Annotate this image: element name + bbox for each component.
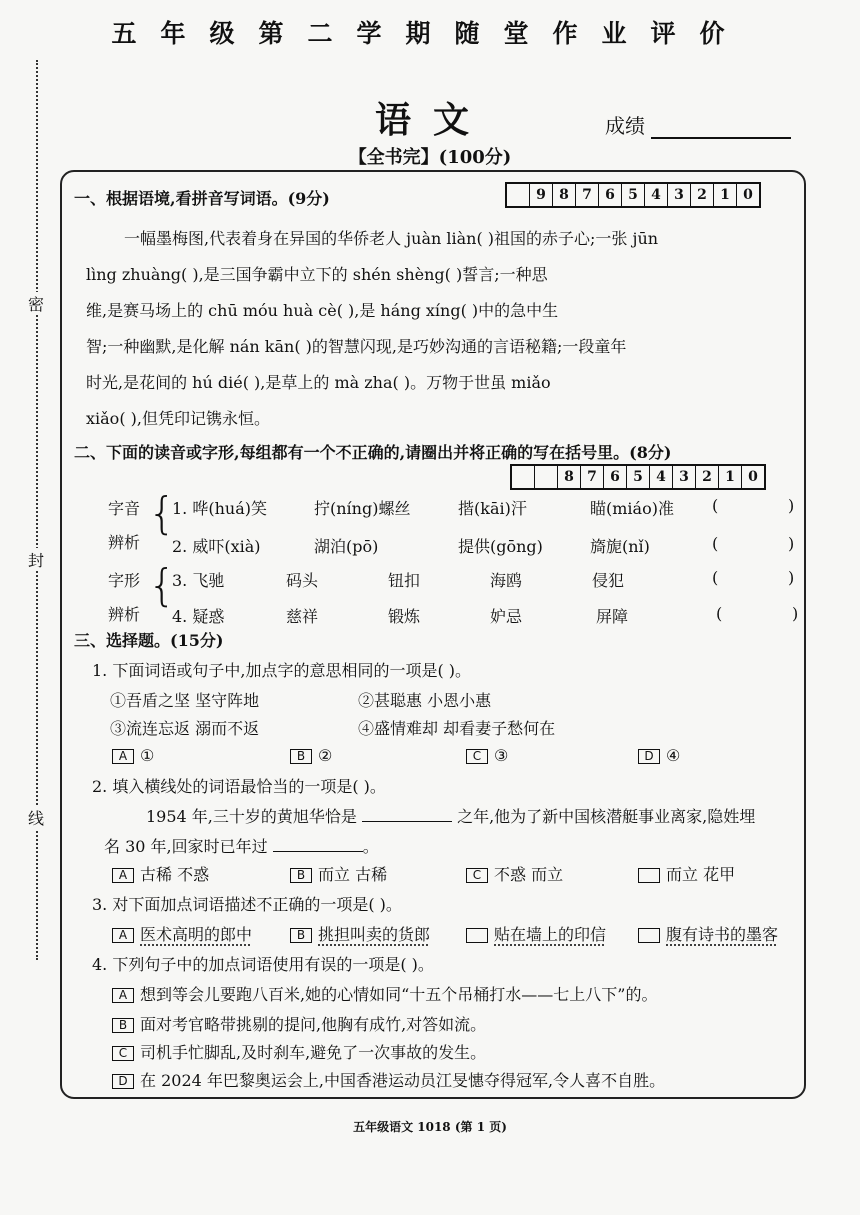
q4-option-c[interactable] [112,1040,486,1063]
option-a-letter: A [112,749,134,764]
row1-item-2: 拧(níng)螺丝 [314,499,411,518]
q3-option-a[interactable] [112,922,252,945]
row1-item-4: 瞄(miáo)准 [590,499,674,518]
page-footer: 五年级语文 1018 (第 1 页) [353,1120,507,1134]
score-cell[interactable]: 4 [649,466,672,488]
q2-option-c[interactable] [466,862,563,885]
paren-open[interactable]: ( [716,604,723,623]
score-cell[interactable]: 5 [621,184,644,206]
q1-pair-3: ③流连忘返 溺而不返 [110,719,260,738]
q3-stem: 3. 对下面加点词语描述不正确的一项是( )。 [92,895,402,914]
row4-item-2: 慈祥 [286,607,319,626]
score-cell[interactable] [512,466,534,488]
row2-item-1: 2. 威吓(xià) [172,537,261,556]
q1-option-d[interactable] [638,746,680,765]
score-cell[interactable]: 9 [529,184,552,206]
sec1-line-3: 维,是赛马场上的 chū móu huà cè( ),是 háng xíng( )中的急中生 [86,301,559,320]
row4-item-5: 屏障 [596,607,629,626]
q1-option-a[interactable] [112,746,154,765]
option-text: 医术高明的郎中 [140,925,253,944]
q4-stem: 4. 下列句子中的加点词语使用有误的一项是( )。 [92,955,434,974]
q1-option-c[interactable] [466,746,508,765]
option-text: 不惑 而立 [494,865,564,884]
q2-body-1: 1954 年,三十岁的黄旭华恰是 [146,807,357,826]
sec1-title: 一、根据语境,看拼音写词语。(9分) [74,189,330,208]
row4-item-4: 妒忌 [490,607,523,626]
score-cell[interactable]: 4 [644,184,667,206]
score-cell[interactable]: 5 [626,466,649,488]
option-c-letter: C [466,868,488,883]
option-d-letter: D [112,1074,134,1089]
score-cell[interactable]: 3 [667,184,690,206]
option-c-letter: C [112,1046,134,1061]
paren-close[interactable]: ) [788,568,795,587]
score-cell[interactable]: 6 [603,466,626,488]
side-char-feng: 封 [28,548,44,571]
paren-open[interactable]: ( [712,496,719,515]
q2-body-end: 。 [362,837,379,856]
option-text: 而立 古稀 [318,865,388,884]
brace-icon: { [148,560,176,611]
paren-close[interactable]: ) [788,496,795,515]
score-label: 成绩 [605,114,645,138]
row4-item-1: 4. 疑惑 [172,607,225,626]
option-b-letter: B [112,1018,134,1033]
q1-pair-4: ④盛情难却 却看妻子愁何在 [358,719,556,738]
option-text: 在 2024 年巴黎奥运会上,中国香港运动员江旻憓夺得冠军,令人喜不自胜。 [140,1071,666,1090]
score-cell[interactable]: 0 [741,466,764,488]
q4-option-b[interactable] [112,1012,486,1035]
q2-body-2: 之年,他为了新中国核潜艇事业离家,隐姓埋 [457,807,756,826]
q3-option-d[interactable] [638,922,778,945]
score-field[interactable] [605,110,791,139]
score-cell[interactable]: 2 [690,184,713,206]
option-d-letter [638,928,660,943]
q1-pair-2: ②甚聪惠 小恩小惠 [358,691,492,710]
exam-header: 五年级第二学期随堂作业评价 [111,19,749,48]
option-text: 古稀 不惑 [140,865,210,884]
row1-item-1: 1. 哗(huá)笑 [172,499,267,518]
q2-blank-2[interactable] [273,835,363,852]
paren-close[interactable]: ) [792,604,799,623]
q1-stem: 1. 下面词语或句子中,加点字的意思相同的一项是( )。 [92,661,472,680]
row2-item-3: 提供(gōng) [458,537,543,556]
edition-label: 【全书完】(100分) [348,147,512,168]
score-cell[interactable] [534,466,557,488]
q4-option-a[interactable] [112,982,657,1005]
q4-option-d[interactable] [112,1068,665,1091]
sec3-title: 三、选择题。(15分) [74,631,224,650]
q2-body-line1 [146,804,755,827]
sec1-score-box[interactable] [505,182,761,208]
sec1-line-2: lìng zhuàng( ),是三国争霸中立下的 shén shèng( )誓言;一种思 [86,265,548,284]
side-char-xian: 线 [28,806,44,829]
group2-label-2: 辨析 [108,605,141,624]
option-d-letter [638,868,660,883]
option-d-letter: D [638,749,660,764]
sec1-line-4: 智;一种幽默,是化解 nán kān( )的智慧闪现,是巧妙沟通的言语秘籍;一段童年 [86,337,627,356]
option-text: 挑担叫卖的货郎 [318,925,431,944]
q2-body-line2 [104,834,379,857]
option-c-letter [466,928,488,943]
score-cell[interactable] [507,184,529,206]
q3-option-c[interactable] [466,922,606,945]
q2-option-d[interactable] [638,862,735,885]
option-b-letter: B [290,928,312,943]
option-text: ② [318,746,333,765]
option-text: 贴在墙上的印信 [494,925,607,944]
option-text: 想到等会儿要跑八百米,她的心情如同“十五个吊桶打水——七上八下”的。 [140,985,658,1004]
row3-item-3: 钮扣 [388,571,421,590]
brace-icon: { [148,488,176,539]
score-cell[interactable]: 7 [575,184,598,206]
group1-label-1: 字音 [108,499,141,518]
score-cell[interactable]: 6 [598,184,621,206]
option-b-letter: B [290,749,312,764]
row4-item-3: 锻炼 [388,607,421,626]
score-cell[interactable]: 7 [580,466,603,488]
option-text: ① [140,746,155,765]
group1-label-2: 辨析 [108,533,141,552]
paren-open[interactable]: ( [712,534,719,553]
sec1-line-5: 时光,是花间的 hú dié( ),是草上的 mà zha( )。万物于世虽 miǎo [86,373,551,392]
q2-blank-1[interactable] [362,805,452,822]
row2-item-2: 湖泊(pō) [314,537,379,556]
row3-item-4: 海鸥 [490,571,523,590]
option-a-letter: A [112,988,134,1003]
row3-item-2: 码头 [286,571,319,590]
sec2-score-box[interactable] [510,464,766,490]
score-cell[interactable]: 3 [672,466,695,488]
option-text: ④ [666,746,681,765]
q3-option-b[interactable] [290,922,430,945]
score-cell[interactable]: 8 [552,184,575,206]
paren-open[interactable]: ( [712,568,719,587]
q2-body-3: 名 30 年,回家时已年过 [104,837,268,856]
row2-item-4: 旖旎(nǐ) [590,537,650,556]
row1-item-3: 揩(kāi)汗 [458,499,527,518]
q2-option-b[interactable] [290,862,387,885]
sec1-line-6: xiǎo( ),但凭印记镌永恒。 [86,409,270,428]
q1-option-b[interactable] [290,746,332,765]
row3-item-1: 3. 飞驰 [172,571,225,590]
score-cell[interactable]: 1 [718,466,741,488]
option-text: 面对考官略带挑剔的提问,他胸有成竹,对答如流。 [140,1015,487,1034]
option-a-letter: A [112,868,134,883]
score-cell[interactable]: 2 [695,466,718,488]
score-blank[interactable] [651,117,791,139]
subject-title: 语文 [375,99,492,141]
option-text: 腹有诗书的墨客 [666,925,779,944]
sec1-line-1: 一幅墨梅图,代表着身在异国的华侨老人 juàn liàn( )祖国的赤子心;一张 jūn [124,229,659,248]
option-c-letter: C [466,749,488,764]
row3-item-5: 侵犯 [592,571,625,590]
score-cell[interactable]: 1 [713,184,736,206]
q1-pair-1: ①吾盾之坚 坚守阵地 [110,691,260,710]
score-cell[interactable]: 0 [736,184,759,206]
option-text: 而立 花甲 [666,865,736,884]
option-b-letter: B [290,868,312,883]
option-text: ③ [494,746,509,765]
option-text: 司机手忙脚乱,及时刹车,避免了一次事故的发生。 [140,1043,487,1062]
option-a-letter: A [112,928,134,943]
group2-label-1: 字形 [108,571,141,590]
q2-option-a[interactable] [112,862,209,885]
score-cell[interactable]: 8 [557,466,580,488]
side-char-mi: 密 [28,292,44,315]
q2-stem: 2. 填入横线处的词语最恰当的一项是( )。 [92,777,386,796]
paren-close[interactable]: ) [788,534,795,553]
sec2-title: 二、下面的读音或字形,每组都有一个不正确的,请圈出并将正确的写在括号里。(8分) [74,443,672,462]
